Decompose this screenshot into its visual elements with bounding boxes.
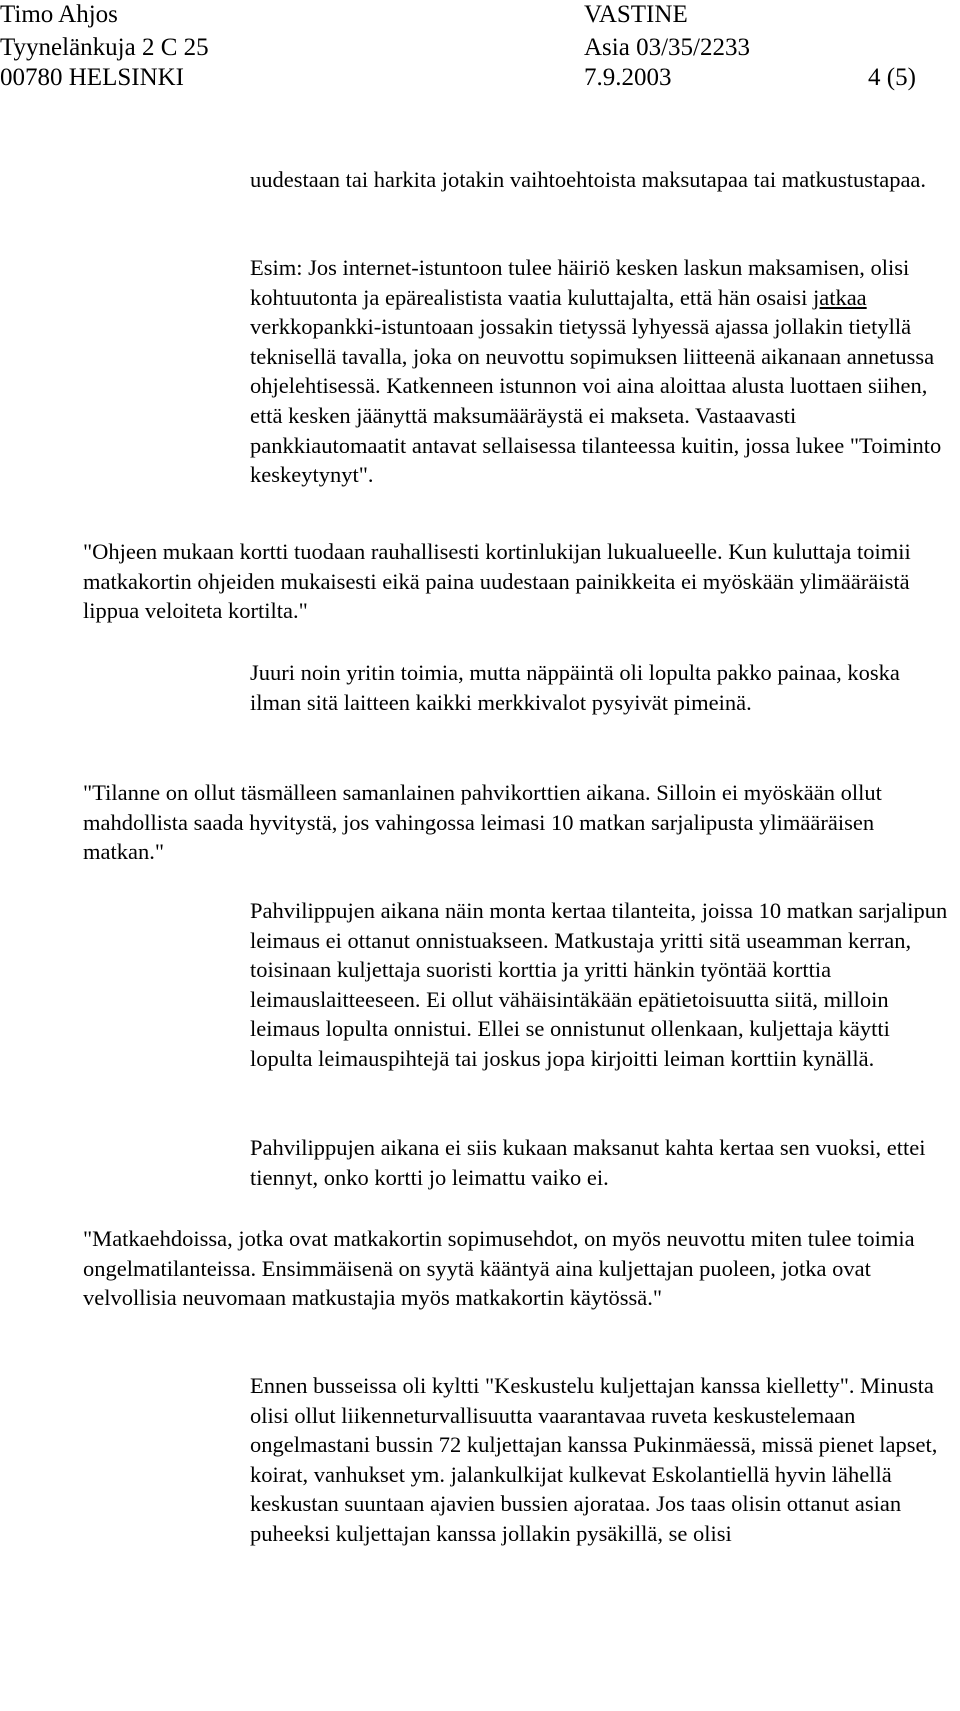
response-no-double-payment: Pahvilippujen aikana ei siis kukaan maksanut kahta kertaa sen vuoksi, ettei tiennyt, onko kortti jo leimattu vaiko ei.	[250, 1135, 926, 1190]
sender-name: Timo Ahjos	[0, 1, 118, 28]
response-driver-conversation: Ennen busseissa oli kyltti "Keskustelu kuljettajan kanssa kielletty". Minusta olisi ollut liikenneturvallisuutta vaarantavaa ruveta keskustelemaan ongelmastani bussin 72 kuljettajan kanssa Pukinmäessä, missä pienet lapset, koirat, vanhukset ym. jalankulkijat kulkevat Eskolantiellä hyvin lähellä keskustan suuntaan ajavien bussien ajorataa. Jos taas olisin ottanut asian puheeksi kuljettajan kanssa jollakin pysäkillä, se olisi	[250, 1373, 938, 1546]
quote-card-instructions: "Ohjeen mukaan kortti tuodaan rauhallisesti kortinlukijan lukualueelle. Kun kuluttaja toimii matkakortin ohjeiden mukaisesti eikä paina uudestaan painikkeita ei myöskään ylimääräistä lippua veloiteta kortilta."	[83, 539, 911, 624]
letter-header	[0, 0, 960, 100]
example-text-start: Esim: Jos internet-istuntoon tulee häiriö kesken laskun maksamisen, olisi kohtuutonta ja epärealistista vaatia kuluttajalta, että hän osaisi	[250, 255, 910, 310]
page-number: 4 (5)	[868, 64, 916, 91]
underlined-word: jatkaa	[812, 284, 867, 310]
response-button-press: Juuri noin yritin toimia, mutta näppäintä oli lopulta pakko painaa, koska ilman sitä laitteen kaikki merkkivalot pysyivät pimeinä.	[250, 660, 900, 715]
example-text-end: verkkopankki-istuntoaan jossakin tietyssä lyhyessä ajassa jollakin tietyllä teknisellä tavalla, joka on neuvottu sopimuksen liitteenä aikanaan annetussa ohjelehtisessä. Katkenneen istunnon voi aina aloittaa alusta luottaen siihen, että kesken jäänyttä maksumääräystä ei makseta. Vastaavasti pankkiautomaatit antavat sellaisessa tilanteessa kuitin, jossa lukee "Toiminto keskeytynyt".	[250, 314, 942, 488]
document-type: VASTINE	[584, 1, 688, 28]
paragraph-continuation: uudestaan tai harkita jotakin vaihtoehtoista maksutapaa tai matkustustapaa.	[250, 167, 927, 192]
sender-city: 00780 HELSINKI	[0, 64, 185, 91]
quote-cardboard-tickets: "Tilanne on ollut täsmälleen samanlainen pahvikorttien aikana. Silloin ei myöskään ollut mahdollista saada hyvitystä, jos vahingossa leimasi 10 matkan sarjalipusta ylimääräisen matkan."	[83, 780, 882, 865]
sender-street: Tyynelänkuja 2 C 25	[0, 34, 209, 61]
paragraph-example	[250, 253, 950, 490]
quote-travel-terms: "Matkaehdoissa, jotka ovat matkakortin sopimusehdot, on myös neuvottu miten tulee toimia ongelmatilanteissa. Ensimmäisenä on syytä kääntyä aina kuljettajan puoleen, jotka ovat velvollisia neuvomaan matkustajia myös matkakortin käytössä."	[83, 1226, 915, 1311]
response-stamping: Pahvilippujen aikana näin monta kertaa tilanteita, joissa 10 matkan sarjalipun leimaus ei ottanut onnistuakseen. Matkustaja yritti sitä useamman kerran, toisinaan kuljettaja suoristi korttia ja yritti hänkin työntää korttia leimauslaitteeseen. Ei ollut vähäisintäkään epätietoisuutta siitä, milloin leimaus lopulta onnistui. Ellei se onnistunut ollenkaan, kuljettaja käytti lopulta leimauspihtejä tai joskus jopa kirjoitti leiman korttiin kynällä.	[250, 898, 948, 1071]
case-reference: Asia 03/35/2233	[584, 34, 750, 61]
document-date: 7.9.2003	[584, 64, 672, 91]
